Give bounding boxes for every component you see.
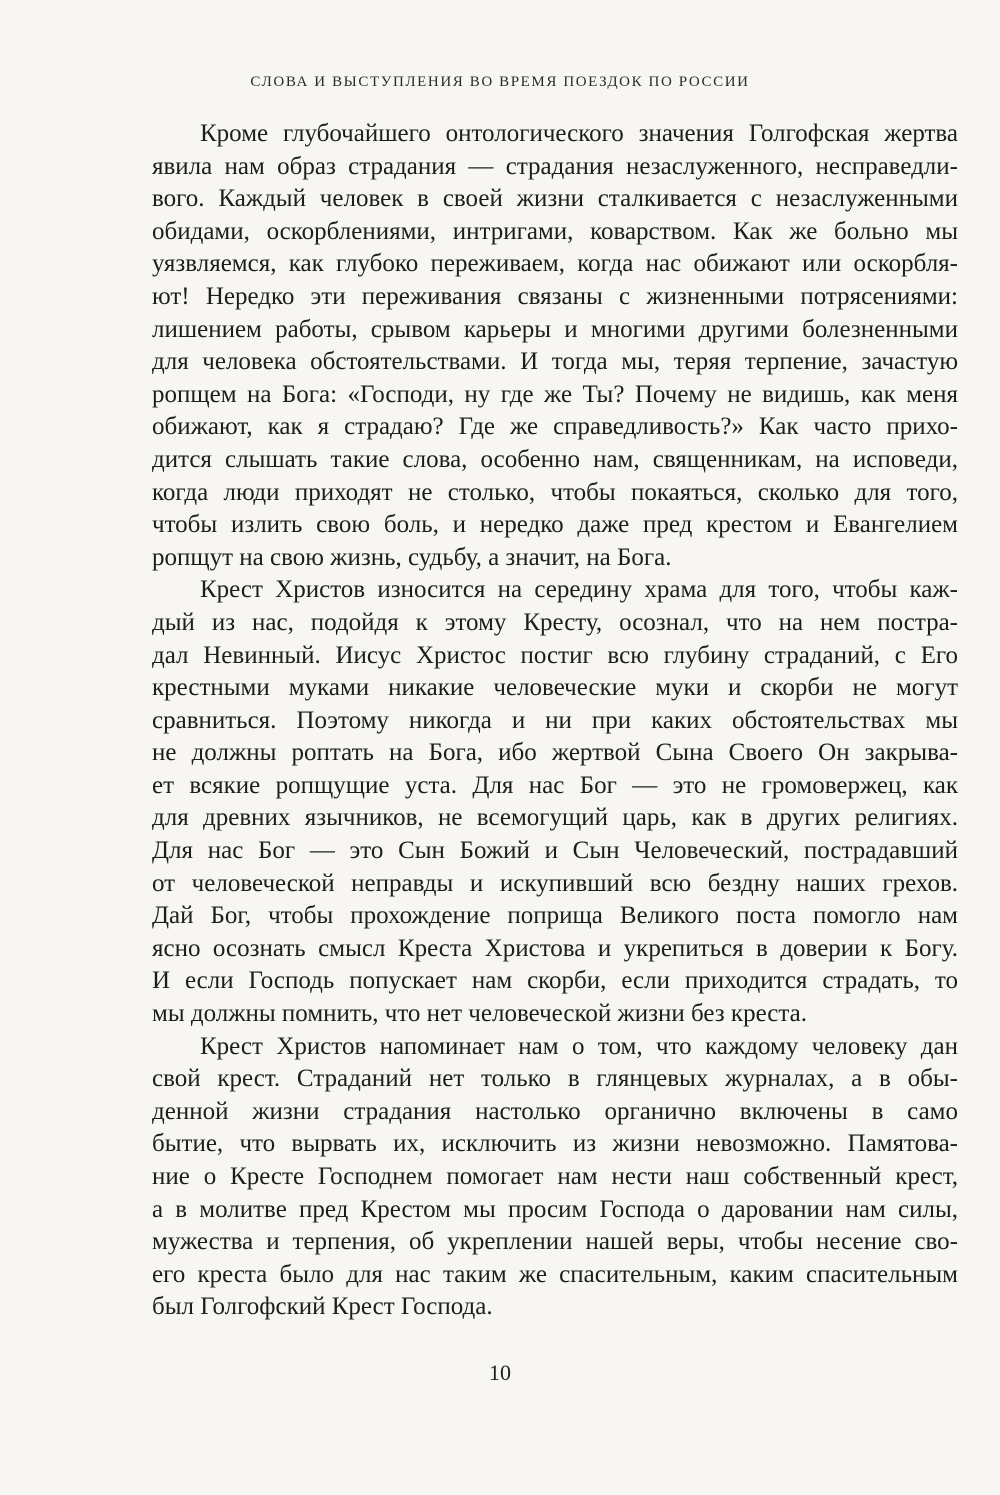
text-line: ют! Нередко эти переживания связаны с жизненными потрясениями:	[152, 282, 958, 310]
text-line: мужества и терпения, об укреплении нашей веры, чтобы несение сво-	[152, 1228, 958, 1256]
text-line: обидами, оскорблениями, интригами, коварством. Как же больно мы	[152, 217, 958, 245]
text-line: сравниться. Поэтому никогда и ни при каких обстоятельствах мы	[152, 706, 958, 734]
text-line: Крест Христов износится на середину храма для того, чтобы каж-	[200, 576, 958, 604]
text-line: от человеческой неправды и искупивший всю бездну наших грехов.	[152, 869, 958, 897]
text-line: а в молитве пред Крестом мы просим Господа о даровании нам силы,	[152, 1195, 958, 1223]
text-line: дится слышать такие слова, особенно нам, священникам, на исповеди,	[152, 445, 958, 473]
page-number: 10	[489, 1360, 511, 1385]
running-header: СЛОВА И ВЫСТУПЛЕНИЯ ВО ВРЕМЯ ПОЕЗДОК ПО РОССИИ	[250, 74, 750, 90]
text-line: ропщем на Бога: «Господи, ну где же Ты? Почему не видишь, как меня	[152, 380, 958, 408]
text-line: Крест Христов напоминает нам о том, что каждому человеку дан	[200, 1032, 958, 1060]
text-line: явила нам образ страдания — страдания незаслуженного, несправедли-	[152, 152, 958, 180]
text-line: вого. Каждый человек в своей жизни сталкивается с незаслуженными	[152, 185, 958, 213]
body-text	[152, 118, 958, 1324]
text-line: уязвляемся, как глубоко переживаем, когда нас обижают или оскорбля-	[152, 250, 958, 278]
text-line: И если Господь попускает нам скорби, если приходится страдать, то	[152, 967, 958, 995]
text-line: для человека обстоятельствами. И тогда мы, теряя терпение, зачастую	[152, 348, 958, 376]
text-line: мы должны помнить, что нет человеческой жизни без креста.	[152, 1000, 807, 1028]
text-line: его креста было для нас таким же спасительным, каким спасительным	[152, 1260, 958, 1288]
text-line: для древних язычников, не всемогущий царь, как в других религиях.	[152, 804, 958, 832]
text-line: ет всякие ропщущие уста. Для нас Бог — это не громовержец, как	[152, 771, 958, 799]
text-line: денной жизни страдания настолько органично включены в само	[152, 1097, 958, 1125]
text-line: Для нас Бог — это Сын Божий и Сын Человеческий, пострадавший	[152, 837, 958, 865]
text-line: лишением работы, срывом карьеры и многими другими болезненными	[152, 315, 958, 343]
text-line: не должны роптать на Бога, ибо жертвой Сына Своего Он закрыва-	[152, 739, 958, 767]
text-line: когда люди приходят не столько, чтобы покаяться, сколько для того,	[152, 478, 958, 506]
text-line: ропщут на свою жизнь, судьбу, а значит, на Бога.	[152, 543, 672, 571]
text-line: Кроме глубочайшего онтологического значения Голгофская жертва	[200, 120, 958, 147]
text-line: свой крест. Страданий нет только в глянцевых журналах, а в обы-	[152, 1065, 958, 1093]
text-line: обижают, как я страдаю? Где же справедливость?» Как часто прихо-	[152, 413, 958, 441]
text-line: Дай Бог, чтобы прохождение поприща Великого поста помогло нам	[152, 902, 958, 930]
text-line: ясно осознать смысл Креста Христова и укрепиться в доверии к Богу.	[152, 934, 958, 962]
text-line: крестными муками никакие человеческие муки и скорби не могут	[152, 674, 958, 702]
text-line: был Голгофский Крест Господа.	[152, 1293, 493, 1321]
text-line: ние о Кресте Господнем помогает нам нести наш собственный крест,	[152, 1163, 958, 1190]
text-line: бытие, что вырвать их, исключить из жизни невозможно. Памятова-	[152, 1130, 958, 1158]
text-line: дал Невинный. Иисус Христос постиг всю глубину страданий, с Его	[152, 641, 958, 669]
text-line: чтобы излить свою боль, и нередко даже пред крестом и Евангелием	[152, 511, 958, 539]
text-line: дый из нас, подойдя к этому Кресту, осознал, что на нем постра-	[152, 608, 958, 636]
